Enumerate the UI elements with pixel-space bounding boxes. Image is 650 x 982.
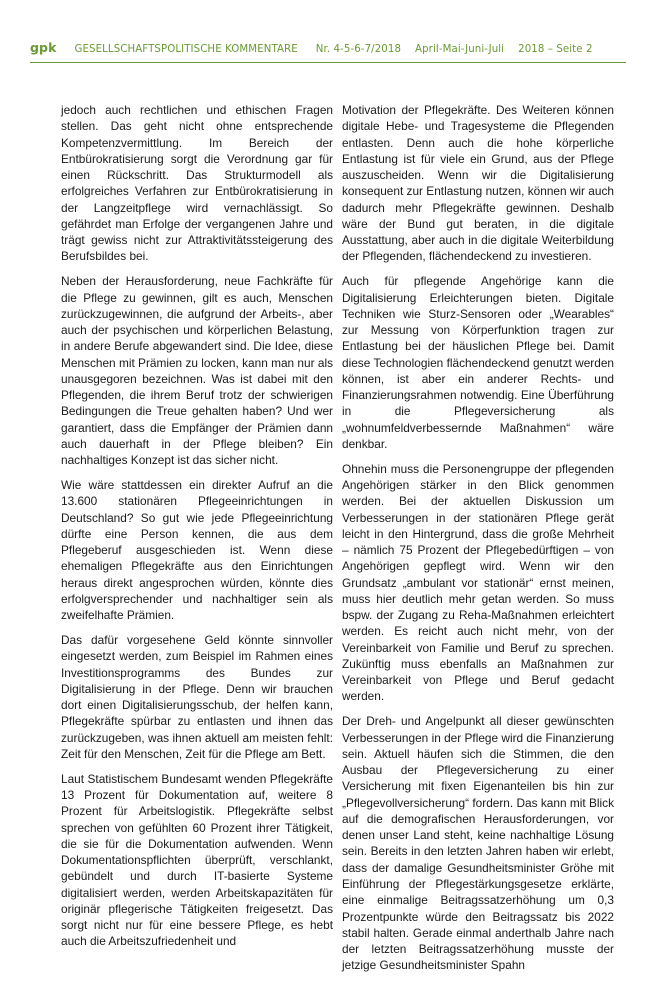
paragraph: Wie wäre stattdessen ein direkter Aufruf an die 13.600 stationären Pflegeeinrichtungen in Deutschland? So gut wie jede Pflegeeinrichtung dürfte eine Person kennen, die aus dem Pflegeberuf ausgeschieden ist. Wenn diese ehemaligen Pflegekräfte aus den Einrichtungen heraus direkt angesprochen würden, könnte dies erfolgversprechender und nachhaltiger sein als zweifelhafte Prämien. xyxy=(61,478,333,623)
paragraph: Motivation der Pflegekräfte. Des Weiteren können digitale Hebe- und Tragesysteme die Pflegenden entlasten. Denn auch die hohe körperliche Entlastung ist für viele ein Grund, aus der Pflege auszuscheiden. Wenn wir die Digitalisierung konsequent zur Entlastung nutzen, können wir auch dadurch mehr Pflegekräfte gewinnen. Deshalb wäre der Bund gut beraten, in die digitale Ausstattung, aber auch in die digitale Weiterbildung der Pflegenden, flächendeckend zu investieren. xyxy=(342,103,614,264)
publication-title: GESELLSCHAFTSPOLITISCHE KOMMENTARE xyxy=(74,44,298,55)
issue-months: April-Mai-Juni-Juli xyxy=(415,44,505,55)
paragraph: Das dafür vorgesehene Geld könnte sinnvoller eingesetzt werden, zum Beispiel im Rahmen eines Investitionsprogramms des Bundes zur Digitalisierung in der Pflege. Denn wir brauchen dort einen Digitalisierungsschub, der helfen kann, Pflegekräfte spürbar zu entlasten und ihnen das zurückzugeben, was ihnen aktuell am meisten fehlt: Zeit für den Menschen, Zeit für die Pflege am Bett. xyxy=(61,633,333,761)
right-column xyxy=(342,102,614,982)
paragraph: Ohnehin muss die Personengruppe der pflegenden Angehörigen stärker in den Blick genommen werden. Bei der aktuellen Diskussion um Verbesserungen in der stationären Pflege gerät leicht in den Hintergrund, dass die große Mehrheit – nämlich 75 Prozent der Pflegebedürftigen – von Angehörigen gepflegt wird. Wenn wir den Grundsatz „ambulant vor stationär“ ernst meinen, muss hier deutlich mehr getan werden. So muss bspw. der Zugang zu Reha-Maßnahmen erleichtert werden. Es reicht auch nicht mehr, von der Vereinbarkeit von Familie und Beruf zu sprechen. Zukünftig muss ebenfalls an Maßnahmen zur Vereinbarkeit von Pflege und Beruf gedacht werden. xyxy=(342,461,614,704)
paragraph: jedoch auch rechtlichen und ethischen Fragen stellen. Das geht nicht ohne entsprechende Kompetenzvermittlung. Im Bereich der Entbürokratisierung sorgt die Verordnung gar für einen Rückschritt. Das Strukturmodell als erfolgreiches Verfahren zur Entbürokratisierung in der Langzeitpflege wird vernachlässigt. So gefährdet man Erfolge der vergangenen Jahre und trägt gewiss nicht zur Attraktivitätssteigerung des Berufsbildes bei. xyxy=(61,103,333,264)
paragraph: Laut Statistischem Bundesamt wenden Pflegekräfte 13 Prozent für Dokumentation auf, weitere 8 Prozent für Arbeitslogistik. Pflegekräfte selbst sprechen von gefühlten 60 Prozent ihrer Tätigkeit, die sie für die Dokumentation aufwenden. Wenn Dokumentationspflichten überprüft, verschlankt, gebündelt und durch IT-basierte Systeme digitalisiert werden, werden Arbeitskapazitäten für originär pflegerische Tätigkeiten freigesetzt. Das sorgt nicht nur für eine bessere Pflege, es hebt auch die Arbeitszufriedenheit und xyxy=(61,771,333,949)
header-divider xyxy=(30,62,626,63)
paragraph: Auch für pflegende Angehörige kann die Digitalisierung Erleichterungen bieten. Digitale Techniken wie Sturz-Sensoren oder „Wearables“ zur Messung von Körperfunktion tragen zur Entlastung bei der häuslichen Pflege bei. Damit diese Technologien flächendeckend genutzt werden können, ist aber ein anderer Rechts- und Finanzierungsrahmen notwendig. Eine Überführung in die Pflegeversicherung als „wohnumfeldverbessernde Maßnahmen“ wäre denkbar. xyxy=(342,274,614,451)
paragraph: Neben der Herausforderung, neue Fachkräfte für die Pflege zu gewinnen, gilt es auch, Menschen zurückzugewinnen, die aufgrund der Arbeits-, aber auch der psychischen und körperlichen Belastung, in andere Berufe abgewandert sind. Die Idee, diese Menschen mit Prämien zu locken, kann man nur als unausgegoren bezeichnen. Was ist dabei mit den Pflegenden, die ihrem Beruf trotz der schwierigen Bedingungen die Treue gehalten haben? Und wer garantiert, dass die Empfänger der Prämien dann auch dauerhaft in der Pflege bleiben? Ein nachhaltiges Konzept ist das sicher nicht. xyxy=(61,274,333,468)
publication-logo: gpk xyxy=(30,40,57,55)
paragraph: Der Dreh- und Angelpunkt all dieser gewünschten Verbesserungen in der Pflege wird die Finanzierung sein. Aktuell häufen sich die Stimmen, die den Ausbau der Pflegeversicherung zu einer Versicherung mit fixen Eigenanteilen bis hin zur „Pflegevollversicherung“ fordern. Das kann mit Blick auf die demografischen Herausforderungen, vor denen unser Land steht, keine nachhaltige Lösung sein. Bereits in den letzten Jahren haben wir erlebt, dass der damalige Gesundheitsminister Gröhe mit Einführung der Pflegestärkungsgesetze erklärte, eine einmalige Beitragssatzerhöhung um 0,3 Prozentpunkte würde den Beitragssatz bis 2022 stabil halten. Gerade einmal anderthalb Jahre nach der letzten Beitragssatzerhöhung musste der jetzige Gesundheitsminister Spahn xyxy=(342,714,614,973)
page-number: 2018 – Seite 2 xyxy=(518,44,593,55)
issue-number: Nr. 4-5-6-7/2018 xyxy=(315,44,402,55)
left-column xyxy=(61,102,333,958)
page-header xyxy=(30,40,626,55)
